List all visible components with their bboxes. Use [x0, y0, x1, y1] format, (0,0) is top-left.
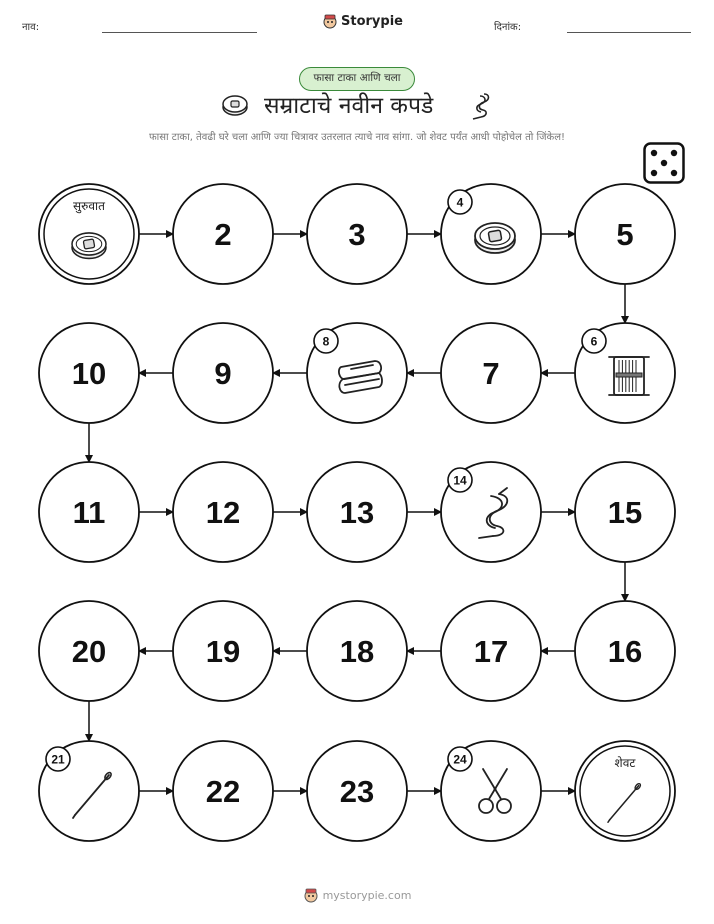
board-space[interactable]	[575, 184, 675, 284]
footer	[0, 887, 714, 903]
board-space[interactable]	[39, 323, 139, 423]
board-space[interactable]	[441, 323, 541, 423]
board-space[interactable]	[173, 462, 273, 562]
space-number: 2	[214, 217, 232, 252]
board-space[interactable]	[39, 601, 139, 701]
board-space[interactable]	[307, 741, 407, 841]
footer-url[interactable]: mystorypie.com	[322, 888, 412, 902]
board-space[interactable]	[441, 741, 541, 841]
board-space[interactable]	[173, 601, 273, 701]
space-number: 19	[205, 634, 241, 669]
board-space[interactable]	[39, 741, 139, 841]
board-space[interactable]	[307, 601, 407, 701]
space-number: 14	[453, 473, 467, 488]
brand-name: Storypie	[341, 13, 403, 29]
space-number: 5	[616, 217, 634, 252]
finish-label: शेवट	[614, 756, 636, 770]
footer-mascot-icon	[303, 887, 319, 903]
space-number: 16	[607, 634, 643, 669]
space-number: 23	[339, 774, 375, 809]
space-number: 4	[456, 195, 464, 210]
space-number: 6	[590, 334, 598, 349]
start-label: सुरुवात	[73, 199, 105, 213]
board-space[interactable]	[441, 601, 541, 701]
board-space[interactable]	[173, 741, 273, 841]
board-space[interactable]	[307, 462, 407, 562]
space-number: 12	[205, 495, 241, 530]
board-space[interactable]	[307, 184, 407, 284]
activity-pill: फासा टाका आणि चला	[299, 67, 415, 91]
space-number: 9	[214, 356, 232, 391]
coin-icon	[72, 233, 106, 259]
space-number: 22	[205, 774, 241, 809]
space-number: 20	[71, 634, 107, 669]
board-space[interactable]	[575, 462, 675, 562]
board-space[interactable]	[307, 323, 407, 423]
space-number: 7	[482, 356, 500, 391]
finish-space[interactable]	[575, 741, 675, 841]
date-label: दिनांक:	[494, 22, 522, 33]
board-space[interactable]	[441, 462, 541, 562]
space-number: 8	[322, 334, 330, 349]
board-space[interactable]	[173, 323, 273, 423]
space-number: 10	[71, 356, 107, 391]
space-number: 24	[453, 752, 467, 767]
space-number: 13	[339, 495, 375, 530]
board-space[interactable]	[575, 323, 675, 423]
coin-icon	[475, 223, 515, 253]
instructions: फासा टाका, तेवढी घरे चला आणि ज्या चित्रावर उतरलात त्याचे नाव सांगा. जो शेवट पर्यंत आधी पोहोचेल तो जिंकेल!	[148, 132, 566, 143]
board-space[interactable]	[173, 184, 273, 284]
space-number: 11	[72, 495, 106, 530]
space-number: 17	[473, 634, 509, 669]
space-number: 21	[51, 752, 65, 767]
start-space[interactable]	[39, 184, 139, 284]
board-space[interactable]	[441, 184, 541, 284]
space-number: 15	[607, 495, 643, 530]
name-label: नाव:	[22, 22, 40, 33]
board-space[interactable]	[39, 462, 139, 562]
page-title: सम्राटाचे नवीन कपडे	[264, 93, 434, 119]
space-number: 18	[339, 634, 375, 669]
board-space[interactable]	[575, 601, 675, 701]
space-number: 3	[348, 217, 366, 252]
